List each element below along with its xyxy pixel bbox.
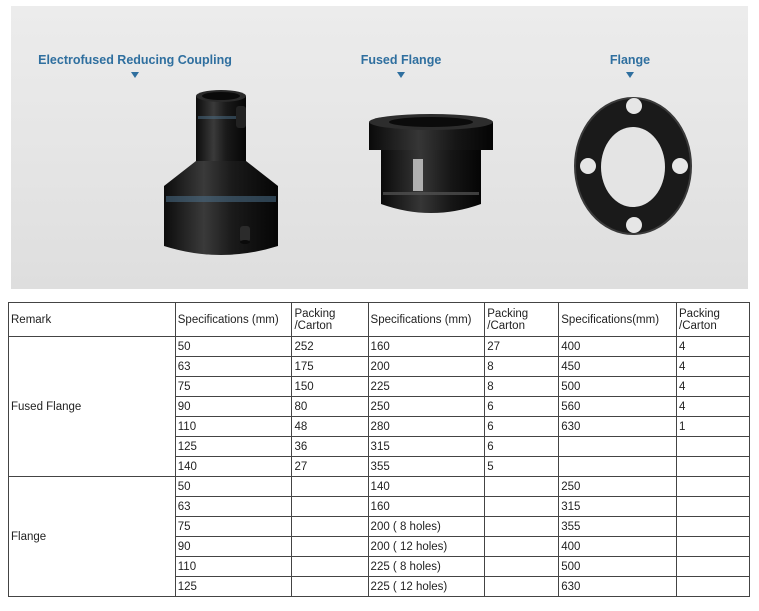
table-cell bbox=[677, 577, 750, 597]
table-cell bbox=[677, 457, 750, 477]
fused-flange-icon bbox=[351, 104, 501, 224]
table-cell bbox=[292, 537, 368, 557]
table-cell: 200 ( 12 holes) bbox=[368, 537, 485, 557]
table-row bbox=[9, 477, 750, 497]
product-title-fused-flange: Fused Flange bbox=[360, 53, 442, 67]
table-cell: 6 bbox=[485, 437, 559, 457]
table-cell bbox=[677, 497, 750, 517]
table-cell bbox=[485, 577, 559, 597]
table-cell: 110 bbox=[175, 417, 292, 437]
table-cell bbox=[292, 557, 368, 577]
table-cell bbox=[559, 437, 677, 457]
table-cell: 4 bbox=[677, 337, 750, 357]
table-cell: 355 bbox=[368, 457, 485, 477]
remark-cell: Flange bbox=[9, 477, 176, 597]
table-cell: 140 bbox=[368, 477, 485, 497]
table-cell: 8 bbox=[485, 357, 559, 377]
table-cell bbox=[559, 457, 677, 477]
table-cell: 63 bbox=[175, 497, 292, 517]
table-cell bbox=[292, 477, 368, 497]
table-cell: 400 bbox=[559, 337, 677, 357]
table-cell: 27 bbox=[292, 457, 368, 477]
table-cell: 315 bbox=[368, 437, 485, 457]
table-cell bbox=[292, 517, 368, 537]
product-title-reducing-coupling: Electrofused Reducing Coupling bbox=[38, 53, 232, 67]
remark-cell: Fused Flange bbox=[9, 337, 176, 477]
product-title-flange: Flange bbox=[609, 53, 651, 67]
table-cell: 1 bbox=[677, 417, 750, 437]
header-cell: Specifications(mm) bbox=[559, 303, 677, 337]
header-cell: Packing /Carton bbox=[485, 303, 559, 337]
table-cell bbox=[485, 557, 559, 577]
reducing-coupling-icon bbox=[156, 86, 296, 266]
table-cell: 6 bbox=[485, 397, 559, 417]
specification-table bbox=[8, 302, 750, 597]
table-cell: 500 bbox=[559, 557, 677, 577]
header-cell: Packing /Carton bbox=[292, 303, 368, 337]
product-banner bbox=[11, 6, 748, 289]
table-cell: 5 bbox=[485, 457, 559, 477]
table-cell: 250 bbox=[559, 477, 677, 497]
header-cell: Packing /Carton bbox=[677, 303, 750, 337]
table-cell bbox=[292, 577, 368, 597]
table-cell bbox=[485, 537, 559, 557]
table-cell: 250 bbox=[368, 397, 485, 417]
table-cell bbox=[677, 517, 750, 537]
table-cell: 75 bbox=[175, 517, 292, 537]
table-row bbox=[9, 337, 750, 357]
header-cell: Specifications (mm) bbox=[175, 303, 292, 337]
table-cell: 630 bbox=[559, 417, 677, 437]
table-cell bbox=[485, 477, 559, 497]
table-cell bbox=[485, 497, 559, 517]
table-cell: 175 bbox=[292, 357, 368, 377]
table-cell: 355 bbox=[559, 517, 677, 537]
table-cell: 200 ( 8 holes) bbox=[368, 517, 485, 537]
table-cell: 450 bbox=[559, 357, 677, 377]
table-cell: 50 bbox=[175, 477, 292, 497]
table-cell: 4 bbox=[677, 357, 750, 377]
table-cell: 225 bbox=[368, 377, 485, 397]
table-cell: 4 bbox=[677, 397, 750, 417]
down-arrow-icon bbox=[397, 72, 405, 78]
table-cell: 80 bbox=[292, 397, 368, 417]
table-cell: 48 bbox=[292, 417, 368, 437]
table-cell: 560 bbox=[559, 397, 677, 417]
down-arrow-icon bbox=[131, 72, 139, 78]
table-cell bbox=[677, 477, 750, 497]
table-cell bbox=[485, 517, 559, 537]
table-cell: 8 bbox=[485, 377, 559, 397]
header-cell: Remark bbox=[9, 303, 176, 337]
table-cell: 225 ( 8 holes) bbox=[368, 557, 485, 577]
table-cell: 315 bbox=[559, 497, 677, 517]
table-cell: 200 bbox=[368, 357, 485, 377]
table-cell: 4 bbox=[677, 377, 750, 397]
table-cell: 500 bbox=[559, 377, 677, 397]
table-cell: 140 bbox=[175, 457, 292, 477]
table-cell: 90 bbox=[175, 397, 292, 417]
table-cell bbox=[677, 437, 750, 457]
down-arrow-icon bbox=[626, 72, 634, 78]
table-cell: 6 bbox=[485, 417, 559, 437]
table-cell: 90 bbox=[175, 537, 292, 557]
table-cell bbox=[292, 497, 368, 517]
table-cell: 75 bbox=[175, 377, 292, 397]
table-cell bbox=[677, 557, 750, 577]
table-cell: 50 bbox=[175, 337, 292, 357]
table-cell: 125 bbox=[175, 437, 292, 457]
table-cell: 110 bbox=[175, 557, 292, 577]
table-cell: 27 bbox=[485, 337, 559, 357]
table-cell: 400 bbox=[559, 537, 677, 557]
table-cell: 63 bbox=[175, 357, 292, 377]
table-cell: 160 bbox=[368, 337, 485, 357]
table-cell bbox=[677, 537, 750, 557]
table-cell: 36 bbox=[292, 437, 368, 457]
table-cell: 125 bbox=[175, 577, 292, 597]
table-cell: 630 bbox=[559, 577, 677, 597]
table-cell: 280 bbox=[368, 417, 485, 437]
header-cell: Specifications (mm) bbox=[368, 303, 485, 337]
table-cell: 252 bbox=[292, 337, 368, 357]
table-cell: 150 bbox=[292, 377, 368, 397]
table-cell: 160 bbox=[368, 497, 485, 517]
table-cell: 225 ( 12 holes) bbox=[368, 577, 485, 597]
flange-icon bbox=[568, 91, 698, 241]
table-header-row bbox=[9, 303, 750, 337]
